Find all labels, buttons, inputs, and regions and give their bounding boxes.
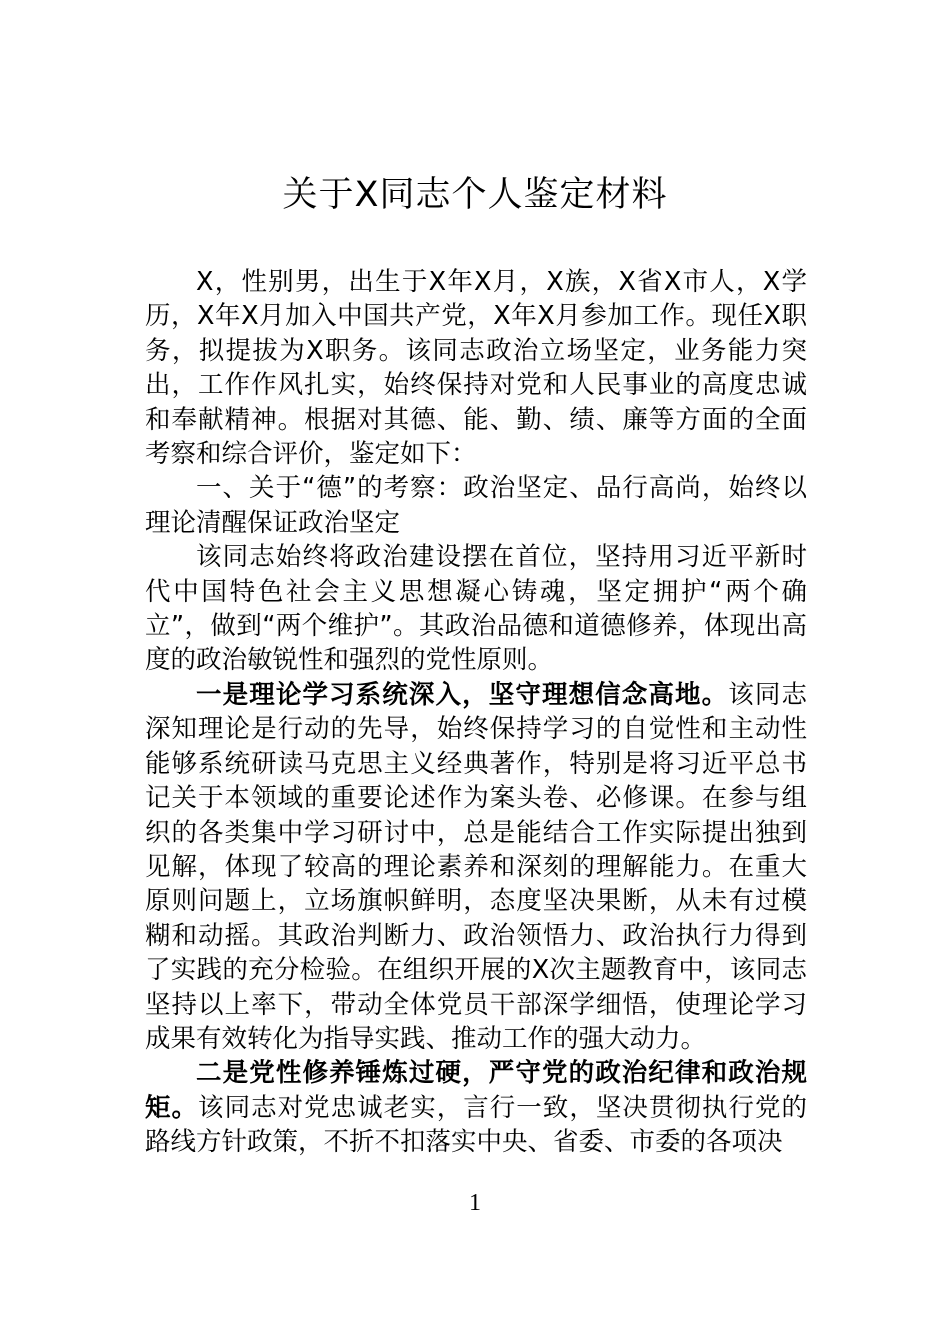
- page-number: 1: [469, 1190, 481, 1216]
- paragraph-bold-lead: 一是理论学习系统深入，坚守理想信念高地。: [196, 679, 729, 710]
- paragraph-text: X，性别男，出生于X年X月，X族，X省X市人，X学历，X年X月加入中国共产党，X年X月参加工作。现任X职务，拟提拔为X职务。该同志政治立场坚定，业务能力突出，工作作风扎实，始终保持对党和人民事业的高度忠诚和奉献精神。根据对其德、能、勤、绩、廉等方面的全面考察和综合评价，鉴定如下：: [145, 267, 807, 470]
- section-heading-text: 一、关于“德”的考察：政治坚定、品行高尚，始终以理论清醒保证政治坚定: [145, 473, 807, 538]
- paragraph-bold-lead: 二是党性修养锤炼过硬，严守党的政治纪律和政治规矩。: [145, 1058, 807, 1123]
- document-body: [145, 265, 807, 1160]
- paragraph-text: 该同志对党忠诚老实，言行一致，坚决贯彻执行党的路线方针政策，不折不扣落实中央、省委、市委的各项决: [145, 1092, 807, 1158]
- paragraph-text: 该同志始终将政治建设摆在首位，坚持用习近平新时代中国特色社会主义思想凝心铸魂，坚定拥护“两个确立”，做到“两个维护”。其政治品德和道德修养，体现出高度的政治敏锐性和强烈的党性原则。: [145, 542, 807, 676]
- paragraph-theory-study: [145, 678, 807, 1056]
- paragraph-text: 该同志深知理论是行动的先导，始终保持学习的自觉性和主动性能够系统研读马克思主义经典著作，特别是将习近平总书记关于本领域的重要论述作为案头卷、必修课。在参与组织的各类集中学习研讨中，总是能结合工作实际提出独到见解，体现了较高的理论素养和深刻的理解能力。在重大原则问题上，立场旗帜鲜明，态度坚决果断，从未有过模糊和动摇。其政治判断力、政治领悟力、政治执行力得到了实践的充分检验。在组织开展的X次主题教育中，该同志坚持以上率下，带动全体党员干部深学细悟，使理论学习成果有效转化为指导实践、推动工作的强大动力。: [145, 679, 807, 1054]
- paragraph-political: [145, 540, 807, 678]
- paragraph-intro: [145, 265, 807, 471]
- section-heading-de: [145, 471, 807, 540]
- paragraph-party-spirit: [145, 1056, 807, 1159]
- document-title: 关于X同志个人鉴定材料: [282, 175, 668, 215]
